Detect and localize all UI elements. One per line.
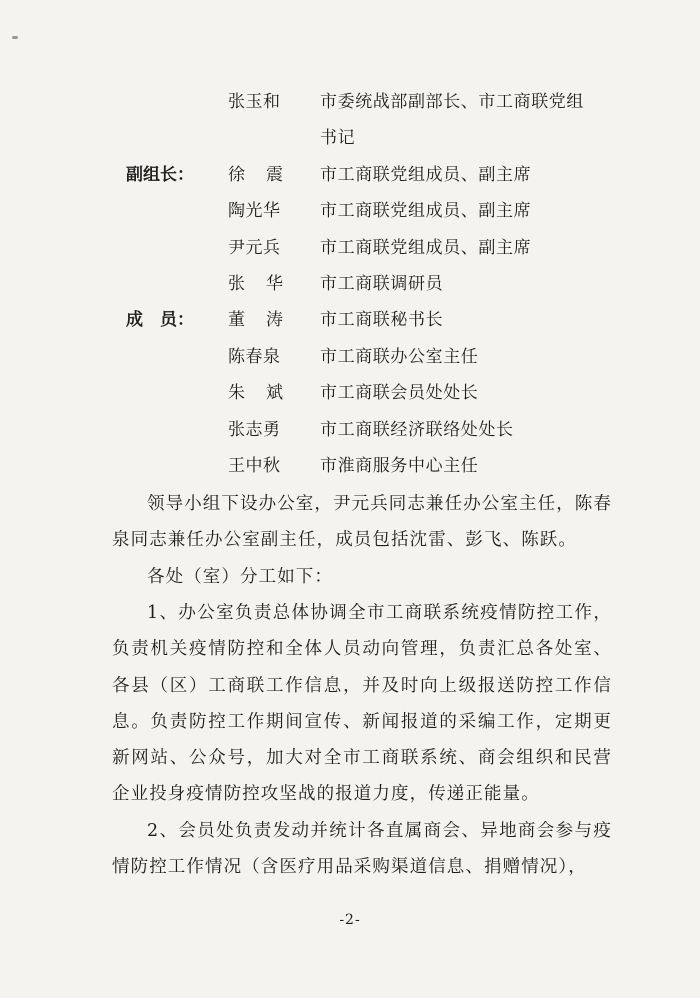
roster-title: 市工商联经济联络处处长	[320, 419, 514, 440]
roster-role: 成 员：	[126, 310, 194, 331]
roster-title: 市工商联会员处处长	[320, 383, 479, 404]
member-roster	[0, 84, 700, 484]
roster-title: 市工商联党组成员、副主席	[320, 164, 532, 185]
member-dept-duties-paragraph: 2、会员处负责发动并统计各直属商会、异地商会参与疫情防控工作情况（含医疗用品采购渠道信息、捐赠情况），	[112, 821, 612, 878]
roster-title: 市淮商服务中心主任	[320, 455, 479, 476]
division-intro-paragraph: 各处（室）分工如下：	[147, 567, 333, 587]
roster-name: 陈春泉	[228, 346, 281, 367]
roster-row	[0, 84, 700, 120]
roster-row	[0, 193, 700, 229]
roster-title: 市委统战部副部长、市工商联党组	[320, 92, 584, 112]
roster-row	[0, 448, 700, 484]
roster-title: 市工商联党组成员、副主席	[320, 237, 532, 258]
roster-row-continuation	[0, 120, 700, 156]
roster-title-continuation: 书记	[320, 128, 356, 149]
roster-name: 徐震	[228, 164, 304, 185]
scan-speck	[12, 36, 18, 39]
roster-row	[0, 375, 700, 411]
roster-title: 市工商联秘书长	[320, 310, 444, 331]
roster-name: 尹元兵	[228, 237, 281, 258]
roster-row	[0, 157, 700, 193]
roster-name: 陶光华	[228, 201, 281, 222]
roster-name: 张玉和	[228, 92, 281, 112]
roster-name: 王中秋	[228, 455, 281, 476]
roster-row	[0, 302, 700, 338]
roster-row	[0, 412, 700, 448]
roster-name: 董涛	[228, 310, 304, 331]
roster-row	[0, 266, 700, 302]
roster-role: 副组长：	[126, 164, 194, 185]
roster-title: 市工商联办公室主任	[320, 346, 479, 367]
roster-name: 张华	[228, 273, 304, 294]
roster-name: 朱斌	[228, 383, 304, 404]
roster-title: 市工商联党组成员、副主席	[320, 201, 532, 222]
roster-name: 张志勇	[228, 419, 281, 440]
roster-row	[0, 230, 700, 266]
page-number: -2-	[339, 912, 361, 928]
office-duties-paragraph: 1、办公室负责总体协调全市工商联系统疫情防控工作，负责机关疫情防控和全体人员动向管理，负责汇总各处室、各县（区）工商联工作信息，并及时向上级报送防控工作信息。负责防控工作期间宣传、新闻报道的采编工作，定期更新网站、公众号，加大对全市工商联系统、商会组织和民营企业投身疫情防控攻坚战的报道力度，传递正能量。	[112, 603, 612, 805]
roster-title: 市工商联调研员	[320, 273, 444, 294]
roster-row	[0, 339, 700, 375]
office-setup-paragraph: 领导小组下设办公室，尹元兵同志兼任办公室主任，陈春泉同志兼任办公室副主任，成员包括沈雷、彭飞、陈跃。	[112, 494, 612, 551]
